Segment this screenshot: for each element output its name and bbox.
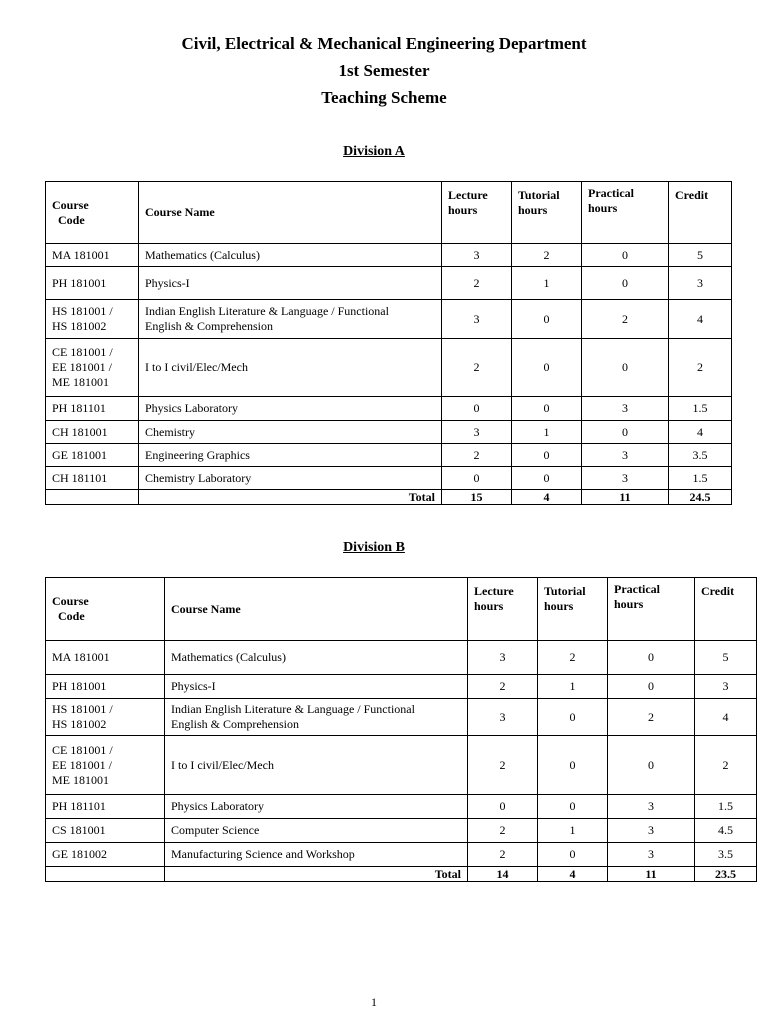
table-row (46, 300, 732, 339)
course-name-cell: I to I civil/Elec/Mech (139, 339, 442, 397)
division-a-rows (46, 244, 732, 505)
table-row (46, 843, 757, 867)
course-name-cell: Indian English Literature & Language / Functional English & Comprehension (165, 699, 468, 736)
table-row (46, 267, 732, 300)
title-scheme: Teaching Scheme (321, 88, 447, 107)
course-name-cell: I to I civil/Elec/Mech (165, 736, 468, 795)
practical-cell: 3 (582, 467, 669, 490)
table-row (46, 444, 732, 467)
tutorial-cell: 0 (538, 736, 608, 795)
table-row (46, 736, 757, 795)
practical-cell: 0 (582, 421, 669, 444)
tutorial-cell: 1 (538, 819, 608, 843)
credit-cell: 1.5 (695, 795, 757, 819)
practical-cell: 3 (608, 843, 695, 867)
tutorial-cell: 0 (512, 467, 582, 490)
practical-cell: 0 (582, 267, 669, 300)
header-credit: Credit (695, 578, 757, 641)
course-code-cell: HS 181001 / HS 181002 (46, 300, 139, 339)
total-lecture: 14 (468, 867, 538, 882)
total-tutorial: 4 (512, 490, 582, 505)
course-code-cell: HS 181001 / HS 181002 (46, 699, 165, 736)
table-row (46, 244, 732, 267)
title-department: Civil, Electrical & Mechanical Engineering Department (181, 34, 587, 53)
credit-cell: 5 (695, 641, 757, 675)
tutorial-cell: 2 (538, 641, 608, 675)
tutorial-cell: 0 (512, 444, 582, 467)
tutorial-cell: 0 (538, 795, 608, 819)
course-code-cell: CH 181101 (46, 467, 139, 490)
practical-cell: 3 (608, 795, 695, 819)
credit-cell: 4.5 (695, 819, 757, 843)
lecture-cell: 3 (442, 300, 512, 339)
tutorial-cell: 0 (512, 339, 582, 397)
lecture-cell: 2 (468, 843, 538, 867)
credit-cell: 4 (669, 300, 732, 339)
credit-cell: 1.5 (669, 467, 732, 490)
lecture-cell: 3 (442, 421, 512, 444)
total-lecture: 15 (442, 490, 512, 505)
header-practical: Practical hours (582, 182, 669, 244)
practical-cell: 0 (608, 675, 695, 699)
lecture-cell: 2 (468, 819, 538, 843)
practical-cell: 0 (608, 641, 695, 675)
lecture-cell: 0 (442, 397, 512, 421)
course-code-cell: CE 181001 / EE 181001 / ME 181001 (46, 736, 165, 795)
credit-cell: 4 (669, 421, 732, 444)
course-name-cell: Chemistry Laboratory (139, 467, 442, 490)
table-row (46, 421, 732, 444)
course-code-cell: CH 181001 (46, 421, 139, 444)
total-practical: 11 (608, 867, 695, 882)
credit-cell: 1.5 (669, 397, 732, 421)
course-code-cell: PH 181101 (46, 397, 139, 421)
practical-cell: 0 (582, 339, 669, 397)
header-course-name: Course Name (165, 578, 468, 641)
header-course-code: Course Code (46, 182, 139, 244)
tutorial-cell: 1 (512, 267, 582, 300)
credit-cell: 3.5 (695, 843, 757, 867)
header-course-name: Course Name (139, 182, 442, 244)
credit-cell: 4 (695, 699, 757, 736)
course-code-cell: GE 181002 (46, 843, 165, 867)
document-title (0, 30, 768, 111)
practical-cell: 0 (582, 244, 669, 267)
division-a-table (45, 181, 732, 505)
course-name-cell: Indian English Literature & Language / Functional English & Comprehension (139, 300, 442, 339)
course-code-cell: PH 181001 (46, 675, 165, 699)
credit-cell: 3 (669, 267, 732, 300)
lecture-cell: 3 (468, 641, 538, 675)
course-name-cell: Mathematics (Calculus) (165, 641, 468, 675)
total-label: Total (165, 867, 468, 882)
title-semester: 1st Semester (338, 61, 430, 80)
course-code-cell: MA 181001 (46, 244, 139, 267)
table-row (46, 641, 757, 675)
course-name-cell: Computer Science (165, 819, 468, 843)
course-name-cell: Physics-I (139, 267, 442, 300)
total-practical: 11 (582, 490, 669, 505)
tutorial-cell: 0 (538, 843, 608, 867)
tutorial-cell: 1 (512, 421, 582, 444)
course-name-cell: Engineering Graphics (139, 444, 442, 467)
course-code-cell: PH 181001 (46, 267, 139, 300)
table-row (46, 819, 757, 843)
tutorial-cell: 1 (538, 675, 608, 699)
lecture-cell: 2 (468, 736, 538, 795)
header-row (46, 578, 757, 641)
course-name-cell: Chemistry (139, 421, 442, 444)
course-code-cell: PH 181101 (46, 795, 165, 819)
credit-cell: 3 (695, 675, 757, 699)
practical-cell: 2 (582, 300, 669, 339)
total-credit: 24.5 (669, 490, 732, 505)
header-credit: Credit (669, 182, 732, 244)
practical-cell: 3 (582, 444, 669, 467)
division-a-heading: Division A (343, 144, 405, 159)
division-b-table (45, 577, 757, 882)
practical-cell: 3 (608, 819, 695, 843)
credit-cell: 5 (669, 244, 732, 267)
tutorial-cell: 0 (512, 300, 582, 339)
total-tutorial: 4 (538, 867, 608, 882)
division-b-rows (46, 641, 757, 882)
credit-cell: 3.5 (669, 444, 732, 467)
header-practical: Practical hours (608, 578, 695, 641)
practical-cell: 3 (582, 397, 669, 421)
total-credit: 23.5 (695, 867, 757, 882)
lecture-cell: 2 (442, 444, 512, 467)
table-row (46, 795, 757, 819)
total-row (46, 867, 757, 882)
lecture-cell: 3 (442, 244, 512, 267)
total-label: Total (139, 490, 442, 505)
course-code-cell: CS 181001 (46, 819, 165, 843)
page-number: 1 (371, 995, 377, 1009)
tutorial-cell: 2 (512, 244, 582, 267)
table-row (46, 699, 757, 736)
header-lecture: Lecture hours (468, 578, 538, 641)
practical-cell: 0 (608, 736, 695, 795)
course-name-cell: Manufacturing Science and Workshop (165, 843, 468, 867)
course-code-cell: GE 181001 (46, 444, 139, 467)
header-row (46, 182, 732, 244)
table-row (46, 467, 732, 490)
practical-cell: 2 (608, 699, 695, 736)
header-course-code: Course Code (46, 578, 165, 641)
total-row (46, 490, 732, 505)
course-code-cell: CE 181001 / EE 181001 / ME 181001 (46, 339, 139, 397)
header-tutorial: Tutorial hours (512, 182, 582, 244)
header-lecture: Lecture hours (442, 182, 512, 244)
total-blank-cell (46, 490, 139, 505)
table-row (46, 397, 732, 421)
lecture-cell: 2 (442, 267, 512, 300)
course-name-cell: Mathematics (Calculus) (139, 244, 442, 267)
lecture-cell: 3 (468, 699, 538, 736)
header-tutorial: Tutorial hours (538, 578, 608, 641)
lecture-cell: 0 (468, 795, 538, 819)
lecture-cell: 0 (442, 467, 512, 490)
credit-cell: 2 (695, 736, 757, 795)
lecture-cell: 2 (468, 675, 538, 699)
lecture-cell: 2 (442, 339, 512, 397)
course-name-cell: Physics Laboratory (165, 795, 468, 819)
tutorial-cell: 0 (512, 397, 582, 421)
tutorial-cell: 0 (538, 699, 608, 736)
course-name-cell: Physics Laboratory (139, 397, 442, 421)
course-name-cell: Physics-I (165, 675, 468, 699)
division-b-heading: Division B (343, 540, 405, 555)
credit-cell: 2 (669, 339, 732, 397)
table-row (46, 339, 732, 397)
total-blank-cell (46, 867, 165, 882)
table-row (46, 675, 757, 699)
course-code-cell: MA 181001 (46, 641, 165, 675)
